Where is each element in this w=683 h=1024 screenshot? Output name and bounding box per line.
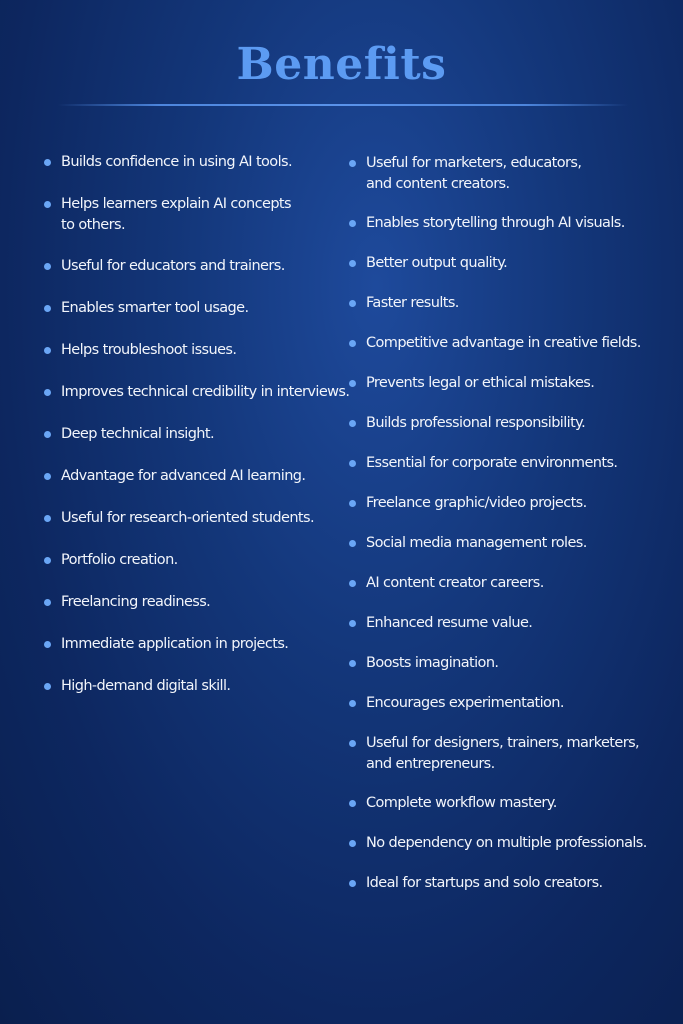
benefit-text: Portfolio creation.	[61, 552, 178, 568]
benefit-text: Immediate application in projects.	[61, 636, 289, 652]
benefit-text: Better output quality.	[366, 255, 508, 271]
benefit-item	[44, 152, 344, 173]
benefit-item	[44, 194, 344, 236]
bullet-icon	[44, 347, 51, 354]
bullet-icon	[349, 700, 356, 707]
benefit-text: Useful for educators and trainers.	[61, 258, 285, 274]
bullet-icon	[349, 340, 356, 347]
benefit-item	[349, 213, 669, 234]
benefit-item	[44, 550, 344, 571]
benefit-text: Prevents legal or ethical mistakes.	[366, 375, 595, 391]
benefit-item	[349, 793, 669, 814]
benefit-text: Complete workflow mastery.	[366, 795, 557, 811]
benefit-item	[349, 373, 669, 394]
benefit-text: and entrepreneurs.	[366, 756, 495, 772]
benefit-text: Enables smarter tool usage.	[61, 300, 249, 316]
benefit-text: Social media management roles.	[366, 535, 587, 551]
bullet-icon	[44, 473, 51, 480]
benefit-text: to others.	[61, 217, 125, 233]
benefit-text: Freelancing readiness.	[61, 594, 211, 610]
bullet-icon	[44, 641, 51, 648]
bullet-icon	[44, 557, 51, 564]
benefit-text: Useful for designers, trainers, marketers,	[366, 735, 640, 751]
benefits-list-right	[349, 153, 669, 913]
benefit-item	[349, 613, 669, 634]
bullet-icon	[349, 300, 356, 307]
benefit-item	[44, 592, 344, 613]
benefit-text: Helps learners explain AI concepts	[61, 196, 291, 212]
benefit-text: High-demand digital skill.	[61, 678, 231, 694]
bullet-icon	[44, 305, 51, 312]
bullet-icon	[349, 220, 356, 227]
bullet-icon	[349, 880, 356, 887]
benefit-text: Encourages experimentation.	[366, 695, 564, 711]
benefit-text: Deep technical insight.	[61, 426, 214, 442]
bullet-icon	[349, 160, 356, 167]
benefit-item	[44, 298, 344, 319]
bullet-icon	[349, 620, 356, 627]
benefit-item	[349, 153, 669, 195]
benefit-text: Essential for corporate environments.	[366, 455, 618, 471]
bullet-icon	[44, 599, 51, 606]
benefit-item	[44, 634, 344, 655]
benefit-item	[44, 508, 344, 529]
benefit-text: No dependency on multiple professionals.	[366, 835, 647, 851]
benefit-item	[349, 333, 669, 354]
benefit-text: Enables storytelling through AI visuals.	[366, 215, 625, 231]
benefit-item	[349, 293, 669, 314]
benefit-item	[349, 253, 669, 274]
benefit-text: Competitive advantage in creative fields.	[366, 335, 641, 351]
benefit-text: Useful for research-oriented students.	[61, 510, 314, 526]
benefit-item	[349, 873, 669, 894]
benefit-item	[44, 256, 344, 277]
benefit-text: and content creators.	[366, 176, 510, 192]
benefit-item	[349, 533, 669, 554]
benefit-text: Builds confidence in using AI tools.	[61, 154, 292, 170]
benefit-item	[44, 382, 350, 403]
bullet-icon	[44, 683, 51, 690]
bullet-icon	[349, 740, 356, 747]
bullet-icon	[349, 840, 356, 847]
benefit-text: Advantage for advanced AI learning.	[61, 468, 306, 484]
benefits-list-left	[44, 152, 350, 718]
benefit-text: Useful for marketers, educators,	[366, 155, 582, 171]
benefit-item	[349, 733, 669, 775]
bullet-icon	[349, 380, 356, 387]
benefit-text: Builds professional responsibility.	[366, 415, 586, 431]
bullet-icon	[349, 420, 356, 427]
benefit-item	[349, 693, 669, 714]
benefit-item	[44, 676, 344, 697]
benefit-item	[44, 424, 344, 445]
benefit-item	[349, 653, 669, 674]
benefit-text: Helps troubleshoot issues.	[61, 342, 237, 358]
bullet-icon	[349, 800, 356, 807]
benefit-text: Freelance graphic/video projects.	[366, 495, 587, 511]
benefit-text: AI content creator careers.	[366, 575, 544, 591]
bullet-icon	[349, 580, 356, 587]
benefit-item	[349, 453, 669, 474]
bullet-icon	[44, 431, 51, 438]
bullet-icon	[349, 660, 356, 667]
benefit-item	[44, 340, 344, 361]
benefit-item	[349, 833, 669, 854]
page-title: Benefits	[236, 39, 447, 90]
bullet-icon	[44, 159, 51, 166]
title-divider	[58, 104, 628, 106]
benefit-text: Boosts imagination.	[366, 655, 499, 671]
bullet-icon	[349, 540, 356, 547]
benefit-text: Enhanced resume value.	[366, 615, 533, 631]
bullet-icon	[349, 260, 356, 267]
bullet-icon	[349, 460, 356, 467]
benefit-item	[44, 466, 344, 487]
bullet-icon	[44, 515, 51, 522]
benefit-text: Faster results.	[366, 295, 459, 311]
bullet-icon	[349, 500, 356, 507]
benefit-item	[349, 493, 669, 514]
benefit-item	[349, 413, 669, 434]
bullet-icon	[44, 389, 51, 396]
bullet-icon	[44, 201, 51, 208]
benefit-text: Improves technical credibility in interviews.	[61, 384, 350, 400]
benefit-text: Ideal for startups and solo creators.	[366, 875, 603, 891]
benefit-item	[349, 573, 669, 594]
bullet-icon	[44, 263, 51, 270]
